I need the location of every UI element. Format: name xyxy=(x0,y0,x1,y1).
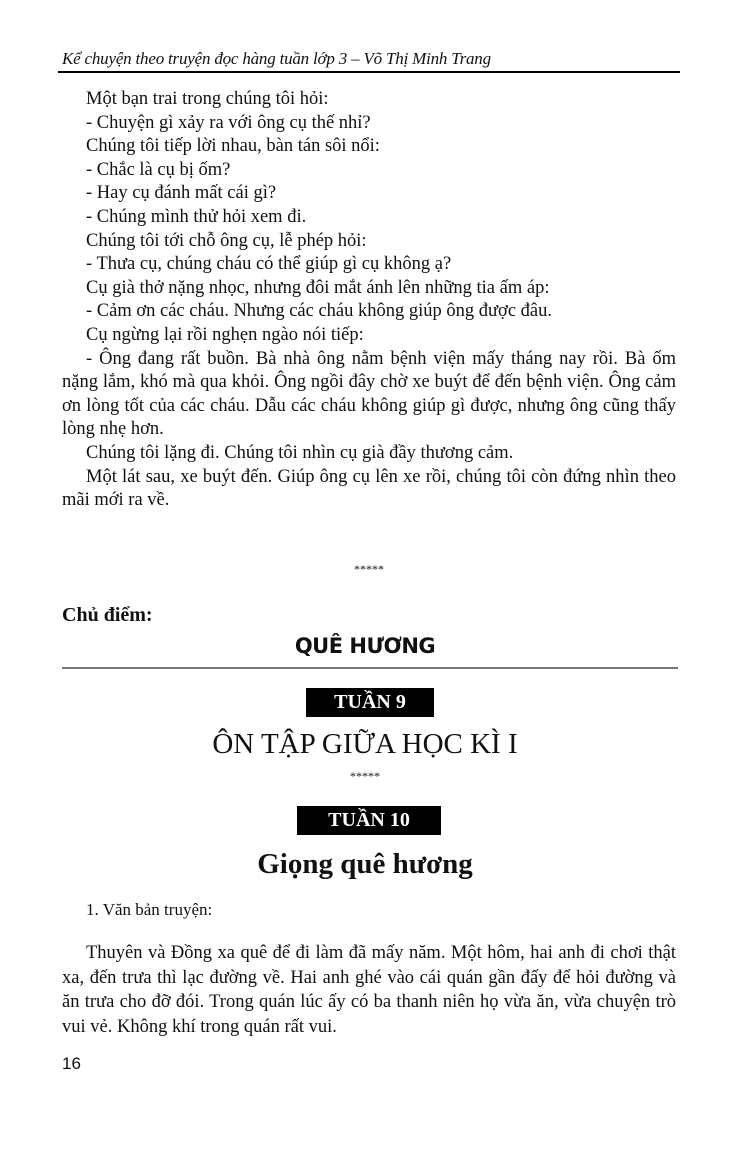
theme-title: QUÊ HƯƠNG xyxy=(294,634,436,658)
page-number: 16 xyxy=(62,1054,81,1073)
paragraph: - Chuyện gì xảy ra với ông cụ thế nhỉ? xyxy=(86,112,371,133)
paragraph: Cụ già thở nặng nhọc, nhưng đôi mắt ánh lên những tia ấm áp: xyxy=(86,277,550,298)
week-title: ÔN TẬP GIỮA HỌC KÌ I xyxy=(212,728,518,760)
section-separator: ***** xyxy=(350,769,380,783)
week-badge: TUẦN 10 xyxy=(297,806,441,835)
paragraph: - Chúng mình thử hỏi xem đi. xyxy=(86,206,307,227)
paragraph: Chúng tôi tiếp lời nhau, bàn tán sôi nổi: xyxy=(86,136,380,157)
paragraph: - Cảm ơn các cháu. Nhưng các cháu không giúp ông được đâu. xyxy=(86,301,553,322)
paragraph: Cụ ngừng lại rồi nghẹn ngào nói tiếp: xyxy=(86,324,364,345)
paragraph: Một bạn trai trong chúng tôi hỏi: xyxy=(86,89,329,109)
section-separator: ***** xyxy=(354,562,384,576)
section-heading: 1. Văn bản truyện: xyxy=(86,900,213,919)
paragraph: Chúng tôi tới chỗ ông cụ, lễ phép hỏi: xyxy=(86,230,367,251)
running-header: Kể chuyện theo truyện đọc hàng tuần lớp 3 – Võ Thị Minh Trang xyxy=(62,49,491,68)
story-part1 xyxy=(62,88,676,513)
paragraph: Một lát sau, xe buýt đến. Giúp ông cụ lên xe rồi, chúng tôi còn đứng nhìn theo mãi mới ra về. xyxy=(62,466,676,511)
paragraph: - Hay cụ đánh mất cái gì? xyxy=(86,183,277,204)
paragraph: - Thưa cụ, chúng cháu có thể giúp gì cụ không ạ? xyxy=(86,254,452,275)
paragraph: - Chắc là cụ bị ốm? xyxy=(86,159,231,180)
week-badge: TUẦN 9 xyxy=(306,688,434,717)
header-rule xyxy=(58,71,680,73)
paragraph: Chúng tôi lặng đi. Chúng tôi nhìn cụ già đầy thương cảm. xyxy=(86,442,514,463)
paragraph: Thuyên và Đồng xa quê để đi làm đã mấy năm. Một hôm, hai anh đi chơi thật xa, đến trưa thì lạc đường về. Hai anh ghé vào cái quán gần đấy để hỏi đường và ăn trưa cho đỡ đói. Trong quán lúc ấy có ba thanh niên họ vừa ăn, vừa chuyện trò vui vẻ. Không khí trong quán rất vui. xyxy=(62,943,676,1037)
story-title: Giọng quê hương xyxy=(257,848,473,880)
theme-rule xyxy=(62,667,678,669)
theme-label: Chủ điểm: xyxy=(62,604,153,626)
paragraph: - Ông đang rất buồn. Bà nhà ông nằm bệnh viện mấy tháng nay rồi. Bà ốm nặng lắm, khó mà qua khỏi. Ông ngồi đây chờ xe buýt để đến bệnh viện. Ông cảm ơn lòng tốt của các cháu. Dẫu các cháu không giúp gì được, nhưng ông cũng thấy lòng nhẹ hơn. xyxy=(62,348,676,440)
